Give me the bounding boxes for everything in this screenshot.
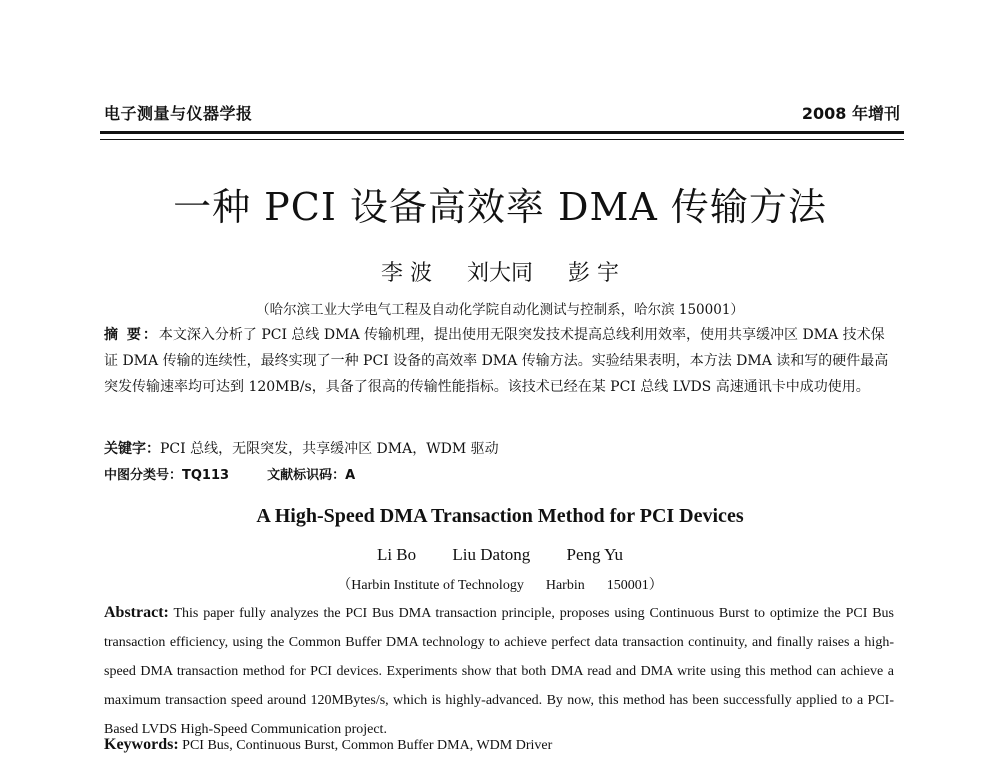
abstract-cn-label: 摘 要： <box>104 327 159 343</box>
affiliation-en <box>0 574 1000 594</box>
issue-label: 2008 年增刊 <box>801 104 900 123</box>
author-cn-3: 彭 宇 <box>568 261 619 286</box>
keywords-en <box>104 736 894 754</box>
author-cn-2: 刘大同 <box>466 261 533 286</box>
classification-line <box>104 464 355 483</box>
paper-title-en: A High-Speed DMA Transaction Method for PCI Devices <box>256 505 744 527</box>
affiliation-en-city: Harbin <box>545 578 585 593</box>
header-rule-thick <box>100 131 904 134</box>
author-en-3: Peng Yu <box>566 545 624 564</box>
keywords-cn-label: 关键字： <box>104 441 160 457</box>
abstract-en-label: Abstract: <box>104 604 169 621</box>
keywords-en-text: PCI Bus, Continuous Burst, Common Buffer DMA, WDM Driver <box>182 738 553 753</box>
abstract-cn <box>104 322 894 400</box>
author-cn-1: 李 波 <box>380 261 432 286</box>
doc-code-value: A <box>345 468 356 483</box>
authors-en <box>0 545 1000 565</box>
header-rule-thin <box>100 139 904 140</box>
author-en-2: Liu Datong <box>452 545 531 564</box>
paper-title-cn: 一种 PCI 设备高效率 DMA 传输方法 <box>173 185 827 229</box>
doc-code-label: 文献标识码： <box>267 468 346 483</box>
keywords-en-label: Keywords: <box>104 736 179 753</box>
abstract-en <box>104 598 894 744</box>
affiliation-en-zip: 150001） <box>606 578 663 593</box>
affiliation-cn: （哈尔滨工业大学电气工程及自动化学院自动化测试与控制系，哈尔滨 150001） <box>256 302 744 318</box>
clc-label: 中图分类号： <box>104 468 183 483</box>
journal-name: 电子测量与仪器学报 <box>104 104 253 123</box>
clc-value: TQ113 <box>182 468 230 483</box>
keywords-cn <box>104 436 894 462</box>
authors-cn <box>0 256 1000 287</box>
abstract-cn-text: 本文深入分析了 PCI 总线 DMA 传输机理，提出使用无限突发技术提高总线利用效率，使用共享缓冲区 DMA 技术保证 DMA 传输的连续性，最终实现了一种 PCI 设备的高效率 DMA 传输方法。实验结果表明，本方法 DMA 读和写的硬件最高突发传输速率均可达到 120MB/s，具备了很高的传输性能指标。该技术已经在某 PCI 总线 LVDS 高速通讯卡中成功使用。 <box>104 327 889 395</box>
affiliation-en-institute: （Harbin Institute of Technology <box>337 578 524 593</box>
keywords-cn-text: PCI 总线，无限突发，共享缓冲区 DMA，WDM 驱动 <box>160 441 499 457</box>
abstract-en-text: This paper fully analyzes the PCI Bus DMA transaction principle, proposes using Continuous Burst to optimize the PCI Bus transaction efficiency, using the Common Buffer DMA technology to achieve perfect data transaction continuity, and finally raises a high-speed DMA transaction method for PCI devices. Experiments show that both DMA read and DMA write using this method can achieve a maximum transaction speed around 120MBytes/s, which is highly-advanced. By now, this method has been successfully applied to a PCI-Based LVDS High-Speed Communication project. <box>104 606 894 737</box>
author-en-1: Li Bo <box>376 545 417 564</box>
